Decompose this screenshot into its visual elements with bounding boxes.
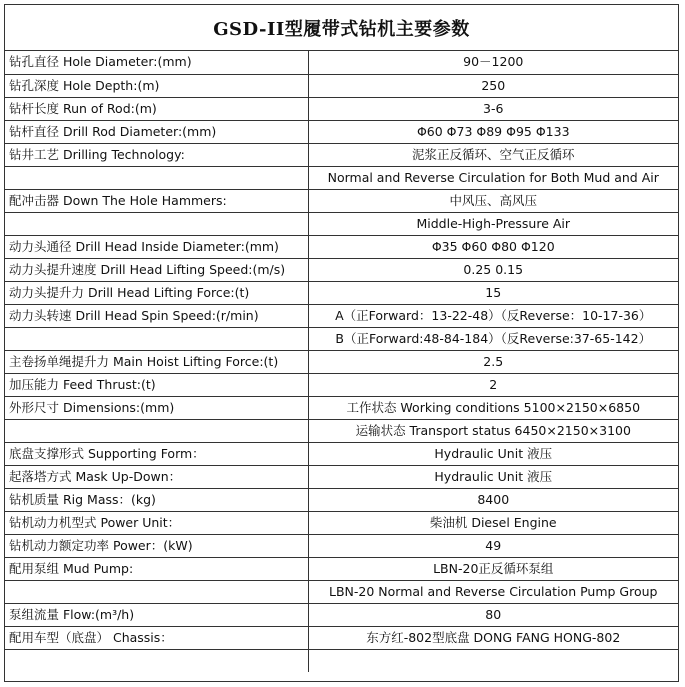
spec-value: 泥浆正反循环、空气正反循环 [308,143,678,166]
spec-row [5,304,678,327]
spec-label: 泵组流量 Flow:(m³/h) [5,603,308,626]
spec-row [5,235,678,258]
spec-row [5,419,678,442]
spec-label-empty [5,649,308,672]
spec-value: 运输状态 Transport status 6450×2150×3100 [308,419,678,442]
spec-value: 49 [308,534,678,557]
spec-row [5,258,678,281]
spec-row [5,166,678,189]
spec-row [5,511,678,534]
spec-value: Φ35 Φ60 Φ80 Φ120 [308,235,678,258]
spec-label: 钻孔直径 Hole Diameter:(mm) [5,51,308,74]
spec-value: 2.5 [308,350,678,373]
spec-value: B（正Forward:48-84-184）（反Reverse:37-65-142） [308,327,678,350]
spec-value: Normal and Reverse Circulation for Both Mud and Air [308,166,678,189]
spec-row [5,557,678,580]
spec-empty-row [5,649,678,672]
spec-row [5,327,678,350]
spec-label [5,212,308,235]
spec-row [5,534,678,557]
spec-table [5,51,678,672]
spec-value: 90－1200 [308,51,678,74]
spec-row [5,97,678,120]
spec-row [5,212,678,235]
spec-row [5,465,678,488]
spec-value: 0.25 0.15 [308,258,678,281]
spec-label: 钻井工艺 Drilling Technology: [5,143,308,166]
spec-row [5,281,678,304]
spec-value: 8400 [308,488,678,511]
spec-label: 钻孔深度 Hole Depth:(m) [5,74,308,97]
spec-row [5,143,678,166]
spec-row [5,350,678,373]
spec-row [5,120,678,143]
spec-label: 动力头通径 Drill Head Inside Diameter:(mm) [5,235,308,258]
spec-label: 配用车型（底盘） Chassis： [5,626,308,649]
spec-value: 柴油机 Diesel Engine [308,511,678,534]
spec-label: 加压能力 Feed Thrust:(t) [5,373,308,396]
spec-label: 配冲击器 Down The Hole Hammers: [5,189,308,212]
spec-label: 外形尺寸 Dimensions:(mm) [5,396,308,419]
spec-label: 钻机动力机型式 Power Unit： [5,511,308,534]
spec-value: Hydraulic Unit 液压 [308,465,678,488]
spec-label: 钻机动力额定功率 Power：(kW) [5,534,308,557]
spec-row [5,51,678,74]
spec-value: 80 [308,603,678,626]
spec-label [5,327,308,350]
spec-label: 钻杆直径 Drill Rod Diameter:(mm) [5,120,308,143]
spec-label: 底盘支撑形式 Supporting Form： [5,442,308,465]
spec-value: LBN-20 Normal and Reverse Circulation Pump Group [308,580,678,603]
spec-value: 15 [308,281,678,304]
spec-label: 配用泵组 Mud Pump: [5,557,308,580]
spec-label [5,419,308,442]
spec-label: 动力头提升速度 Drill Head Lifting Speed:(m/s) [5,258,308,281]
spec-row [5,488,678,511]
spec-label [5,580,308,603]
spec-row [5,580,678,603]
spec-value: Hydraulic Unit 液压 [308,442,678,465]
spec-sheet [4,4,679,682]
spec-label: 起落塔方式 Mask Up-Down： [5,465,308,488]
spec-value: 工作状态 Working conditions 5100×2150×6850 [308,396,678,419]
spec-row [5,603,678,626]
spec-row [5,626,678,649]
spec-label: 钻机质量 Rig Mass：(kg) [5,488,308,511]
spec-value: 中风压、高风压 [308,189,678,212]
spec-row [5,74,678,97]
spec-value-empty [308,649,678,672]
spec-row [5,189,678,212]
spec-label [5,166,308,189]
spec-value: 2 [308,373,678,396]
spec-label: 动力头提升力 Drill Head Lifting Force:(t) [5,281,308,304]
spec-value: LBN-20正反循环泵组 [308,557,678,580]
spec-row [5,396,678,419]
spec-value: A（正Forward：13-22-48）（反Reverse：10-17-36） [308,304,678,327]
sheet-title: GSD-II型履带式钻机主要参数 [5,5,678,51]
spec-row [5,373,678,396]
spec-label: 动力头转速 Drill Head Spin Speed:(r/min) [5,304,308,327]
spec-value: 3-6 [308,97,678,120]
spec-value: 东方红-802型底盘 DONG FANG HONG-802 [308,626,678,649]
spec-value: Φ60 Φ73 Φ89 Φ95 Φ133 [308,120,678,143]
spec-value: 250 [308,74,678,97]
spec-label: 主卷扬单绳提升力 Main Hoist Lifting Force:(t) [5,350,308,373]
spec-value: Middle-High-Pressure Air [308,212,678,235]
spec-table-body [5,51,678,672]
spec-label: 钻杆长度 Run of Rod:(m) [5,97,308,120]
spec-row [5,442,678,465]
